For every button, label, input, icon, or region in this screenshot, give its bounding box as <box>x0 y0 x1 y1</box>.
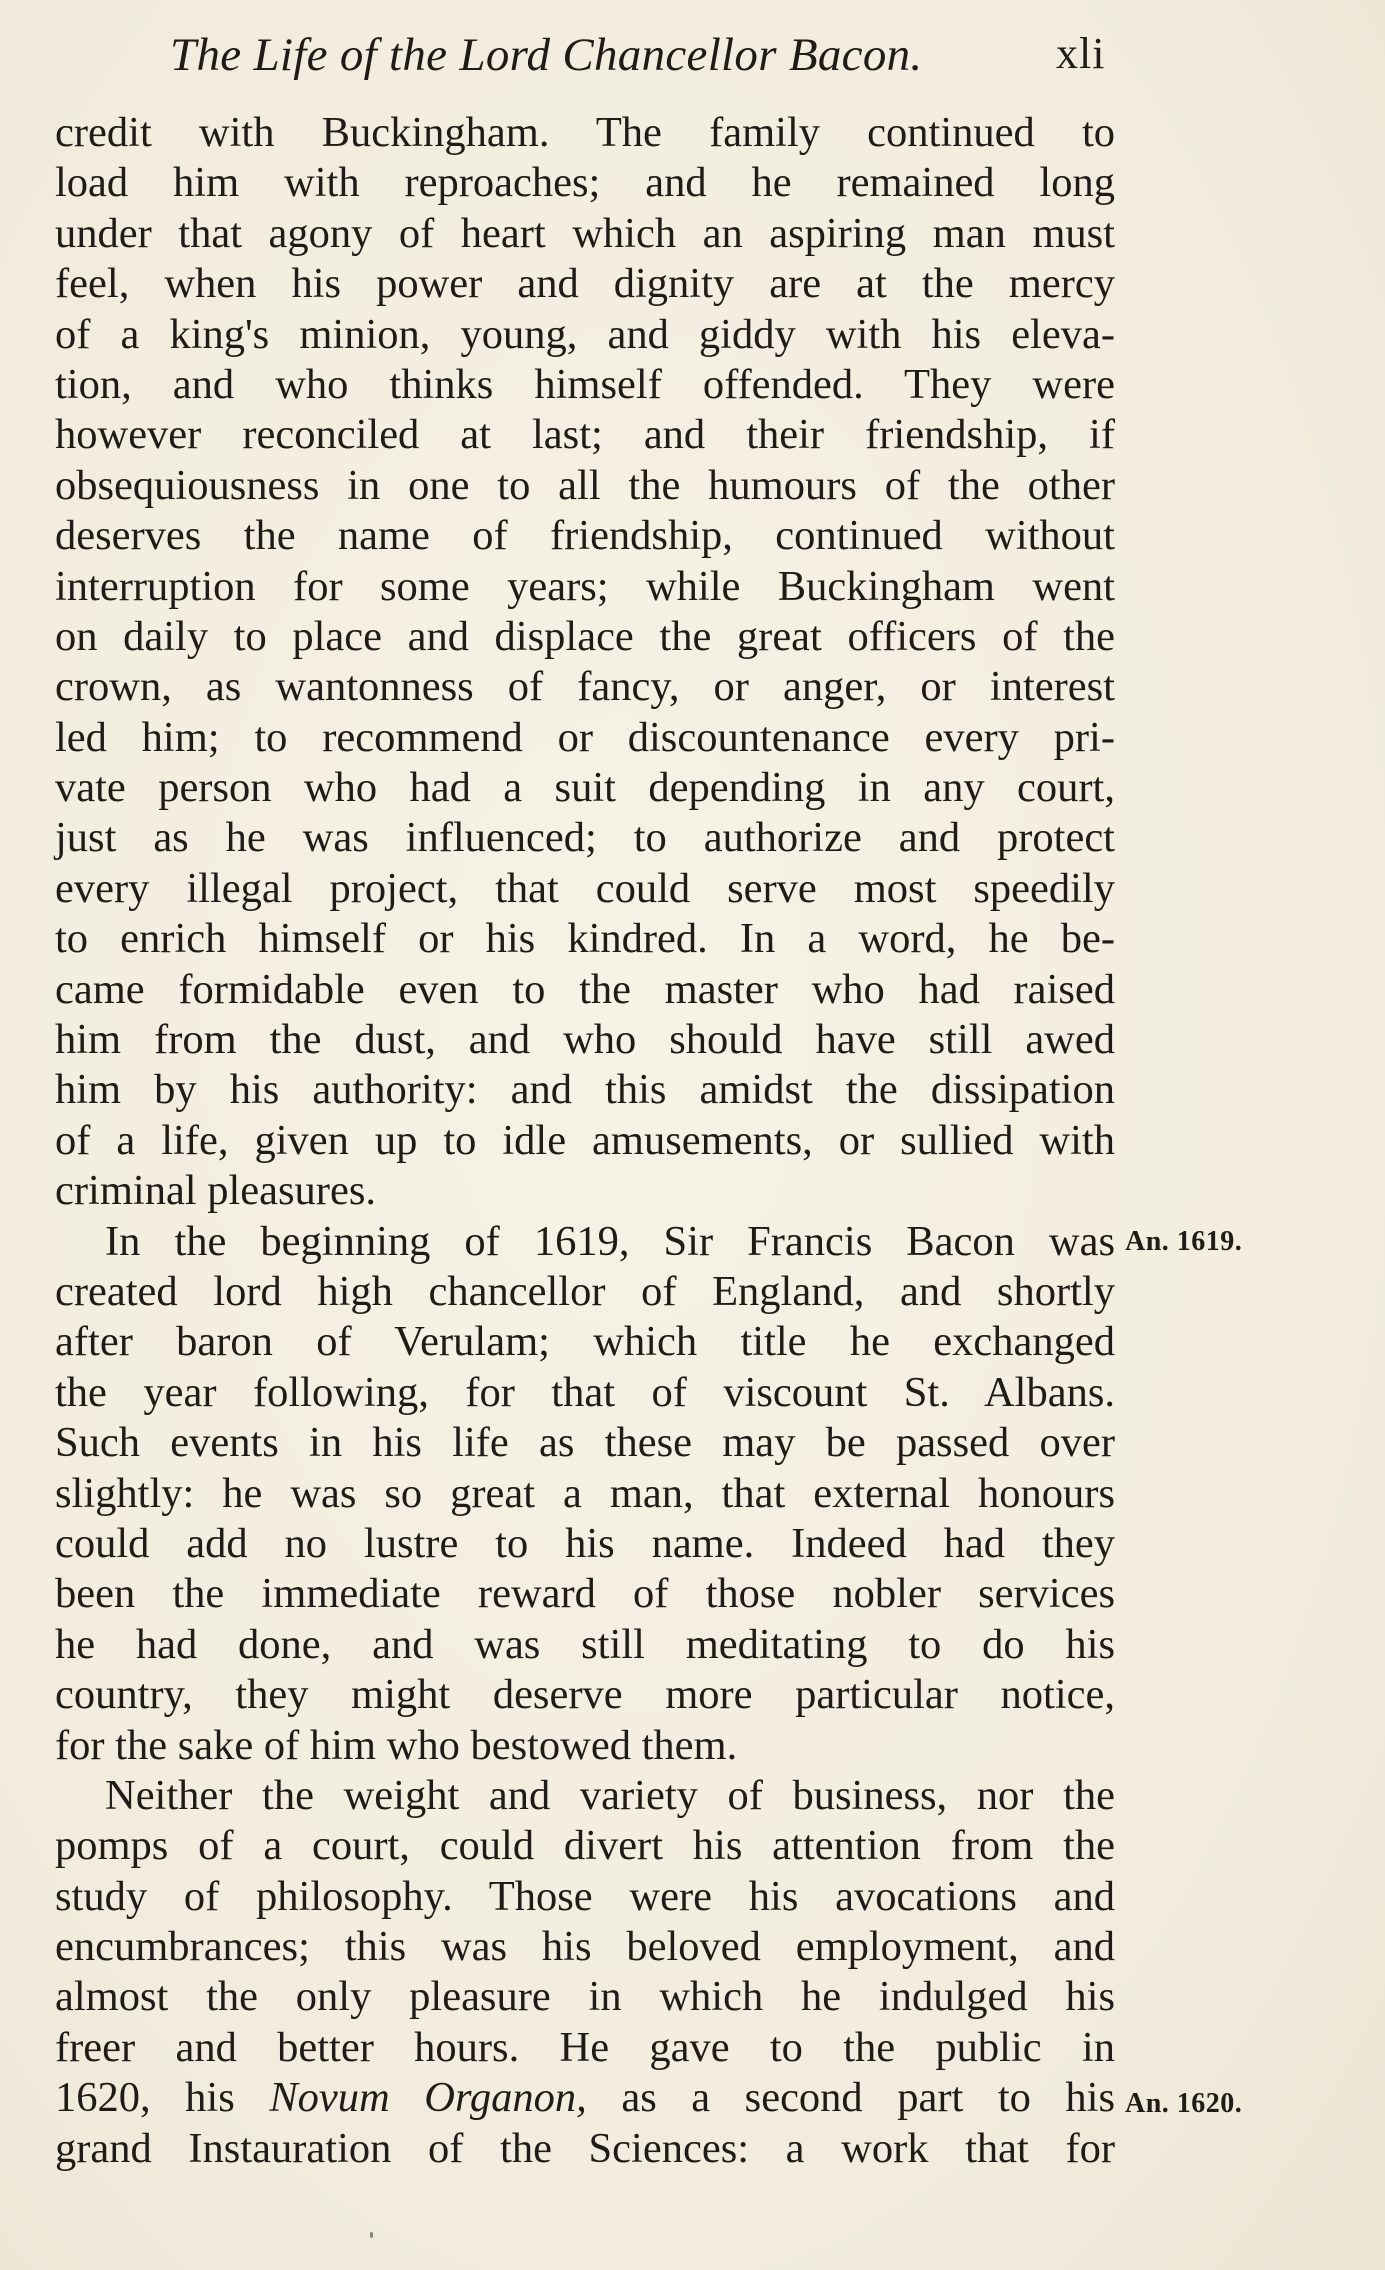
text-line: him from the dust, and who should have still awed <box>55 1016 1115 1064</box>
margin-note-1619: An. 1619. <box>1125 1226 1243 1257</box>
text-line: after baron of Verulam; which title he exchanged <box>55 1318 1115 1366</box>
text-line: pomps of a court, could divert his attention from the <box>55 1822 1115 1870</box>
text-line: however reconciled at last; and their friendship, if <box>55 411 1115 459</box>
text-line: he had done, and was still meditating to do his <box>55 1620 1115 1668</box>
text-line: vate person who had a suit depending in any court, <box>55 764 1115 812</box>
body-text <box>55 108 1115 2174</box>
text-line-with-italic <box>55 2073 1115 2123</box>
paragraph-first-line: In the beginning of 1619, Sir Francis Bacon was <box>105 1217 1115 1265</box>
text-line: encumbrances; this was his beloved employment, and <box>55 1923 1115 1971</box>
text-line: almost the only pleasure in which he indulged his <box>55 1973 1115 2021</box>
text-line: to enrich himself or his kindred. In a word, he be- <box>55 915 1115 963</box>
text-line: been the immediate reward of those nobler services <box>55 1570 1115 1618</box>
text-line: tion, and who thinks himself offended. They were <box>55 360 1115 408</box>
running-title: The Life of the Lord Chancellor Bacon. <box>170 29 923 81</box>
line-text-before: 1620, his <box>55 2074 235 2122</box>
margin-note-1620: An. 1620. <box>1125 2088 1243 2119</box>
page-header <box>170 20 1120 90</box>
text-line: created lord high chancellor of England, and shortly <box>55 1267 1115 1315</box>
text-line: led him; to recommend or discountenance every pri- <box>55 713 1115 761</box>
text-line: on daily to place and displace the great officers of the <box>55 612 1115 660</box>
text-line: the year following, for that of viscount St. Albans. <box>55 1368 1115 1416</box>
text-line: deserves the name of friendship, continued without <box>55 512 1115 560</box>
text-line: just as he was influenced; to authorize and protect <box>55 814 1115 862</box>
text-line: interruption for some years; while Buckingham went <box>55 562 1115 610</box>
text-line: country, they might deserve more particular notice, <box>55 1671 1115 1719</box>
text-line: feel, when his power and dignity are at the mercy <box>55 260 1115 308</box>
text-line: of a life, given up to idle amusements, or sullied with <box>55 1116 1115 1164</box>
text-line: for the sake of him who bestowed them. <box>55 1721 738 1769</box>
text-line: obsequiousness in one to all the humours of the other <box>55 461 1115 509</box>
text-line: could add no lustre to his name. Indeed had they <box>55 1519 1115 1567</box>
text-line: Such events in his life as these may be passed over <box>55 1419 1115 1467</box>
text-line: slightly: he was so great a man, that external honours <box>55 1469 1115 1517</box>
text-line: came formidable even to the master who had raised <box>55 965 1115 1013</box>
paragraph-first-line: Neither the weight and variety of business, nor the <box>105 1771 1115 1819</box>
text-line: criminal pleasures. <box>55 1167 376 1215</box>
line-text-after: as a second part to his <box>621 2074 1116 2122</box>
page-number: xli <box>1056 29 1106 78</box>
text-line: every illegal project, that could serve most speedily <box>55 864 1115 912</box>
text-line: load him with reproaches; and he remained long <box>55 159 1115 207</box>
text-line: him by his authority: and this amidst the dissipation <box>55 1066 1115 1114</box>
book-title-novum-organon: Novum Organon, <box>269 2074 587 2122</box>
text-line: grand Instauration of the Sciences: a work that for <box>55 2124 1115 2172</box>
text-line: credit with Buckingham. The family continued to <box>55 109 1115 156</box>
text-line: freer and better hours. He gave to the public in <box>55 2023 1115 2071</box>
text-line: study of philosophy. Those were his avocations and <box>55 1872 1115 1920</box>
text-line: under that agony of heart which an aspiring man must <box>55 209 1115 257</box>
paper-speck <box>370 2232 373 2238</box>
text-line: crown, as wantonness of fancy, or anger, or interest <box>55 663 1115 711</box>
text-line: of a king's minion, young, and giddy with his eleva- <box>55 310 1115 358</box>
